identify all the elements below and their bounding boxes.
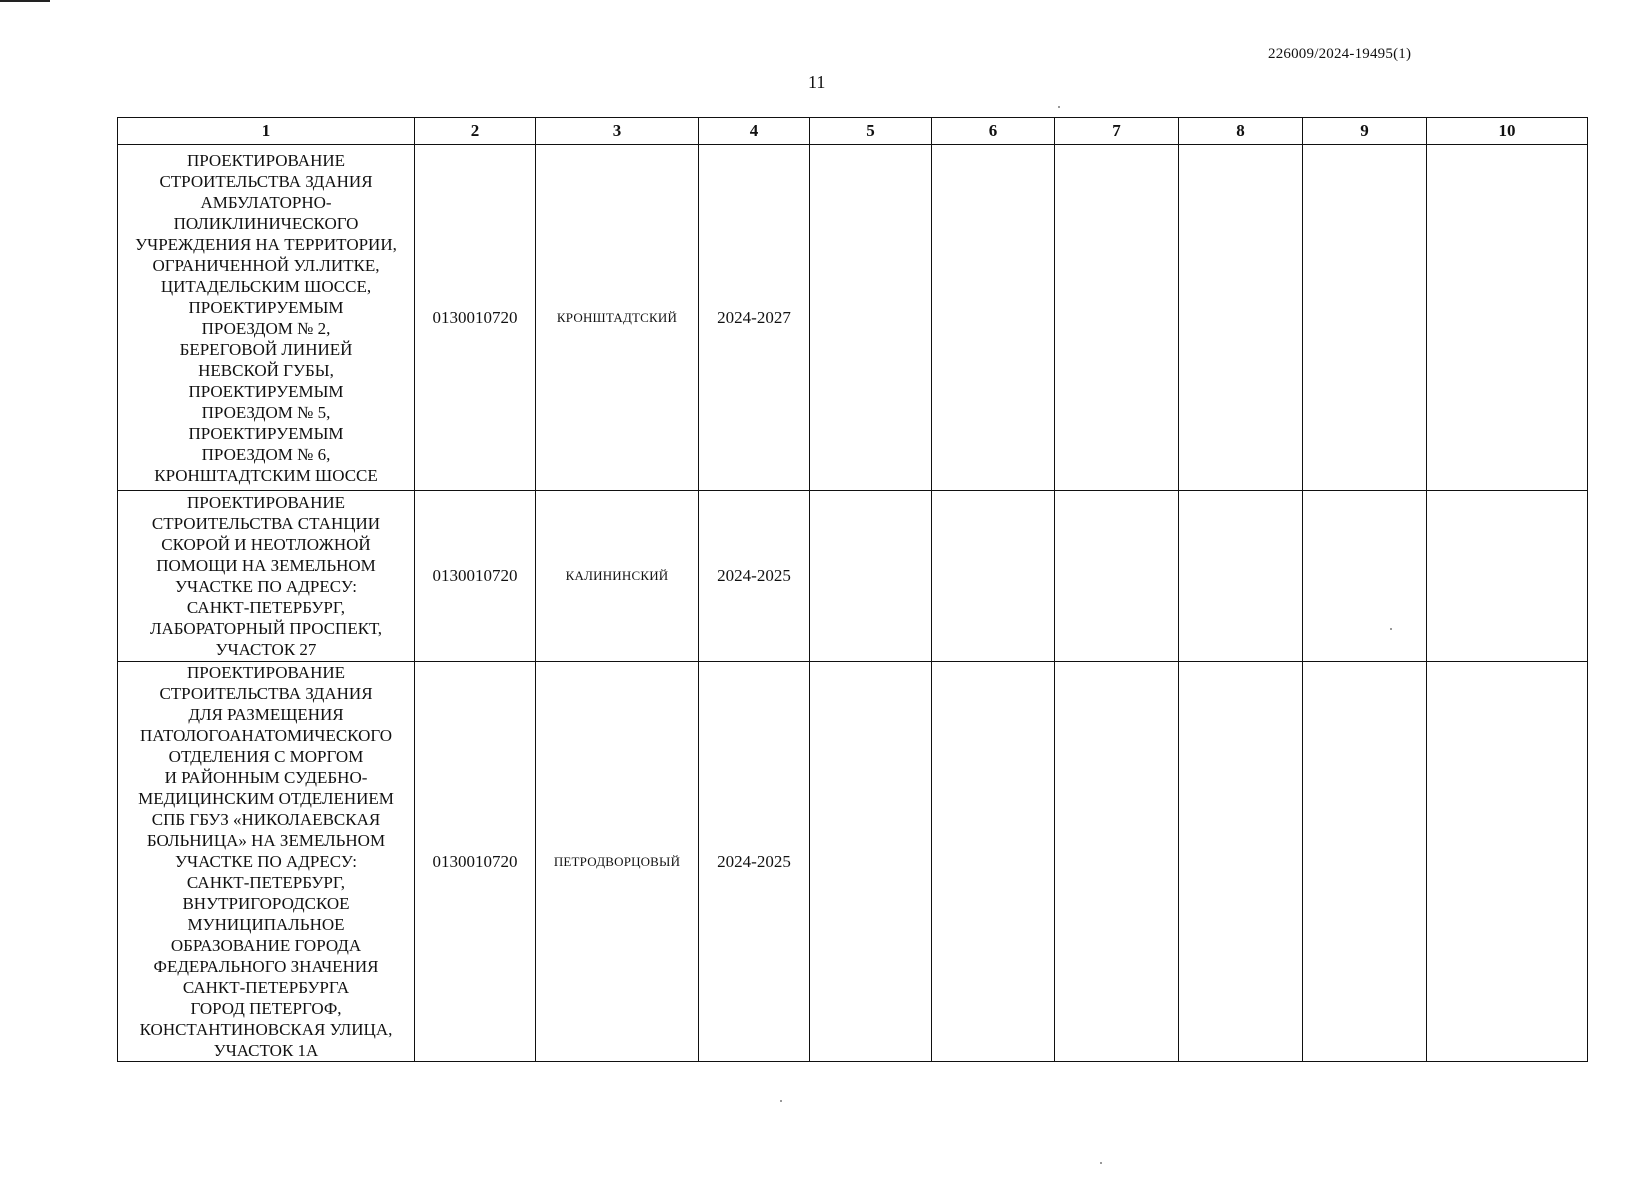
project-name-cell: ПРОЕКТИРОВАНИЕ СТРОИТЕЛЬСТВА ЗДАНИЯ АМБУЛАТОРНО- ПОЛИКЛИНИЧЕСКОГО УЧРЕЖДЕНИЯ НА ТЕРРИТОРИИ, ОГРАНИЧЕННОЙ УЛ.ЛИТКЕ, ЦИТАДЕЛЬСКИМ ШОССЕ, ПРОЕКТИРУЕМЫМ ПРОЕЗДОМ № 2, БЕРЕГОВОЙ ЛИНИЕЙ НЕВСКОЙ ГУБЫ, ПРОЕКТИРУЕМЫМ ПРОЕЗДОМ № 5, ПРОЕКТИРУЕМЫМ ПРОЕЗДОМ № 6, КРОНШТАДТСКИМ ШОССЕ (118, 145, 415, 491)
scan-speck (1100, 1162, 1102, 1164)
projects-table (117, 117, 1588, 1062)
column-header: 6 (932, 118, 1055, 145)
years-cell: 2024-2025 (699, 491, 810, 662)
column-header: 2 (415, 118, 536, 145)
column-header: 3 (536, 118, 699, 145)
header-row (118, 118, 1588, 145)
code-cell: 0130010720 (415, 662, 536, 1062)
table-row (118, 662, 1588, 1062)
table-row (118, 491, 1588, 662)
empty-cell (1179, 491, 1303, 662)
table-row (118, 145, 1588, 491)
empty-cell (810, 145, 932, 491)
empty-cell (1055, 491, 1179, 662)
empty-cell (810, 491, 932, 662)
column-header: 5 (810, 118, 932, 145)
years-cell: 2024-2027 (699, 145, 810, 491)
document-id: 226009/2024-19495(1) (1268, 46, 1412, 62)
empty-cell (810, 662, 932, 1062)
column-header: 7 (1055, 118, 1179, 145)
scan-speck (780, 1100, 782, 1102)
code-cell: 0130010720 (415, 491, 536, 662)
district-cell: КАЛИНИНСКИЙ (536, 491, 699, 662)
empty-cell (1055, 145, 1179, 491)
empty-cell (1179, 662, 1303, 1062)
empty-cell (932, 145, 1055, 491)
column-header: 8 (1179, 118, 1303, 145)
page-number: 11 (808, 72, 826, 92)
project-name-cell: ПРОЕКТИРОВАНИЕ СТРОИТЕЛЬСТВА ЗДАНИЯ ДЛЯ РАЗМЕЩЕНИЯ ПАТОЛОГОАНАТОМИЧЕСКОГО ОТДЕЛЕНИЯ С МОРГОМ И РАЙОННЫМ СУДЕБНО- МЕДИЦИНСКИМ ОТДЕЛЕНИЕМ СПБ ГБУЗ «НИКОЛАЕВСКАЯ БОЛЬНИЦА» НА ЗЕМЕЛЬНОМ УЧАСТКЕ ПО АДРЕСУ: САНКТ-ПЕТЕРБУРГ, ВНУТРИГОРОДСКОЕ МУНИЦИПАЛЬНОЕ ОБРАЗОВАНИЕ ГОРОДА ФЕДЕРАЛЬНОГО ЗНАЧЕНИЯ САНКТ-ПЕТЕРБУРГА ГОРОД ПЕТЕРГОФ, КОНСТАНТИНОВСКАЯ УЛИЦА, УЧАСТОК 1А (118, 662, 415, 1062)
project-name-cell: ПРОЕКТИРОВАНИЕ СТРОИТЕЛЬСТВА СТАНЦИИ СКОРОЙ И НЕОТЛОЖНОЙ ПОМОЩИ НА ЗЕМЕЛЬНОМ УЧАСТКЕ ПО АДРЕСУ: САНКТ-ПЕТЕРБУРГ, ЛАБОРАТОРНЫЙ ПРОСПЕКТ, УЧАСТОК 27 (118, 491, 415, 662)
empty-cell (1303, 145, 1427, 491)
district-cell: ПЕТРОДВОРЦОВЫЙ (536, 662, 699, 1062)
empty-cell (1427, 145, 1588, 491)
empty-cell (1427, 662, 1588, 1062)
column-header: 4 (699, 118, 810, 145)
code-cell: 0130010720 (415, 145, 536, 491)
scan-edge-mark (0, 0, 50, 2)
column-header: 10 (1427, 118, 1588, 145)
column-header: 1 (118, 118, 415, 145)
empty-cell (932, 491, 1055, 662)
scan-speck (1058, 106, 1060, 108)
district-cell: КРОНШТАДТСКИЙ (536, 145, 699, 491)
empty-cell (1179, 145, 1303, 491)
scan-speck (1390, 628, 1392, 630)
column-header: 9 (1303, 118, 1427, 145)
empty-cell (1427, 491, 1588, 662)
years-cell: 2024-2025 (699, 662, 810, 1062)
empty-cell (932, 662, 1055, 1062)
empty-cell (1303, 491, 1427, 662)
empty-cell (1303, 662, 1427, 1062)
empty-cell (1055, 662, 1179, 1062)
